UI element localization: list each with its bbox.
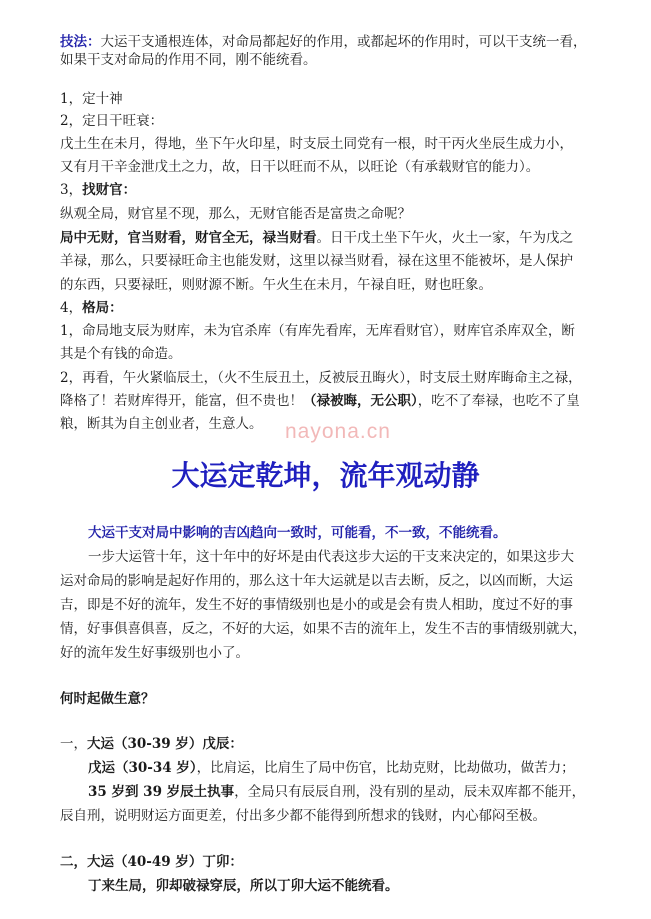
pattern-2-text-c: ，吃不了奉禄，也吃不了皇	[417, 393, 580, 409]
pattern-2-text-a: 降格了！若财库得开，能富，但不贵也！	[60, 393, 303, 409]
step-2: 2，定日干旺衰：	[60, 113, 164, 129]
step-3-title: 找财官：	[82, 182, 137, 198]
step-4-number: 4，	[60, 300, 83, 316]
paragraph-technique-line-2: 如果干支对命局的作用不同，刚不能统看。	[60, 52, 317, 68]
pattern-2-line-3: 粮，断其为自主创业者，生意人。	[60, 416, 263, 432]
luck-para-line-2: 运对命局的影响是起好作用的，那么这十年大运就是以吉去断，反之，以凶而断，大运	[60, 573, 573, 589]
luck-para-line-5: 好的流年发生好事级别也小了。	[60, 645, 249, 661]
luck-para-line-1: 一步大运管十年，这十年中的好坏是由代表这步大运的干支来决定的，如果这步大	[88, 549, 574, 565]
pattern-1-line-2: 其是个有钱的命造。	[60, 346, 182, 362]
yun-2-header: 二，大运（40-49 岁）丁卯：	[60, 854, 243, 870]
section-subheading: 大运干支对局中影响的吉凶趋向一致时，可能看，不一致，不能统看。	[88, 525, 507, 541]
luck-para-line-4: 情，好事俱喜俱喜，反之，不好的大运，如果不吉的流年上，发生不吉的事情级别就大，	[60, 621, 587, 637]
yun-1-line-c: 辰自刑，说明财运方面更差，付出多少都不能得到所想求的钱财，内心郁闷至极。	[60, 808, 546, 824]
yun-1-line-a	[88, 759, 618, 777]
yun-1-a-bold: 戊运（30-34 岁）	[88, 760, 197, 776]
pattern-2-line-2	[60, 392, 620, 410]
watermark: nayona.cn	[285, 420, 391, 443]
wealth-line-1	[60, 229, 620, 247]
step-1: 1，定十神	[60, 91, 123, 107]
step-3-number: 3，	[60, 182, 83, 198]
step-4-title: 格局：	[82, 300, 123, 316]
yun-1-header	[60, 735, 620, 753]
step-3	[60, 181, 620, 199]
yun-1-b-bold: 35 岁到 39 岁辰土执事	[88, 784, 235, 800]
pattern-2-bold: （禄被晦，无公职）	[303, 393, 418, 409]
wealth-line-3: 的东西，只要禄旺，则财源不断。午火生在未月，午禄自旺，财也旺象。	[60, 277, 492, 293]
yun-2-line-a: 丁来生局，卯却破禄穿辰，所以丁卯大运不能统看。	[88, 878, 399, 894]
question-line: 纵观全局，财官星不现，那么，无财官能否是富贵之命呢？	[60, 206, 411, 222]
technique-text: 大运干支通根连体，对命局都起好的作用，或都起坏的作用时，可以干支统一看，	[100, 34, 587, 50]
wealth-bold: 局中无财，官当财看，财官全无，禄当财看	[60, 230, 317, 246]
luck-para-line-3: 吉，即是不好的流年，发生不好的事情级别也是小的或是会有贵人相助，度过不好的事	[60, 597, 573, 613]
wealth-text: 。日干戊土坐下午火，火土一家，午为戊之	[316, 230, 573, 246]
strength-line-1: 戊土生在未月，得地，坐下午火印星，时支辰土同党有一根，时干丙火坐辰生成力小，	[60, 136, 573, 152]
pattern-2-line-1: 2，再看，午火紧临辰土，（火不生辰丑土，反被辰丑晦火），时支辰土财库晦命主之禄，	[60, 370, 582, 386]
pattern-1-line-1: 1，命局地支辰为财库，未为官杀库（有库先看库，无库看财官），财库官杀库双全，断	[60, 323, 575, 339]
yun-1-a-text: ，比肩运，比肩生了局中伤官，比劫克财，比劫做功，做苦力；	[196, 760, 575, 776]
step-4	[60, 299, 620, 317]
section-heading: 大运定乾坤，流年观动静	[171, 459, 480, 492]
yun-1-b-text: ，全局只有辰辰自刑，没有别的星动，辰未双库都不能开，	[234, 784, 586, 800]
yun-1-line-b	[88, 783, 618, 801]
wealth-line-2: 羊禄，那么，只要禄旺命主也能发财，这里以禄当财看，禄在这里不能被坏，是人保护	[60, 253, 573, 269]
yun-1-title: 大运（30-39 岁）戊辰：	[87, 736, 243, 752]
strength-line-2: 又有月干辛金泄戊土之力，故，日干以旺而不从，以旺论（有承载财官的能力）。	[60, 159, 540, 175]
technique-label: 技法：	[60, 34, 101, 50]
paragraph-technique-line-1	[60, 33, 620, 51]
yun-1-number: 一，	[60, 736, 87, 752]
business-question: 何时起做生意？	[60, 691, 155, 707]
